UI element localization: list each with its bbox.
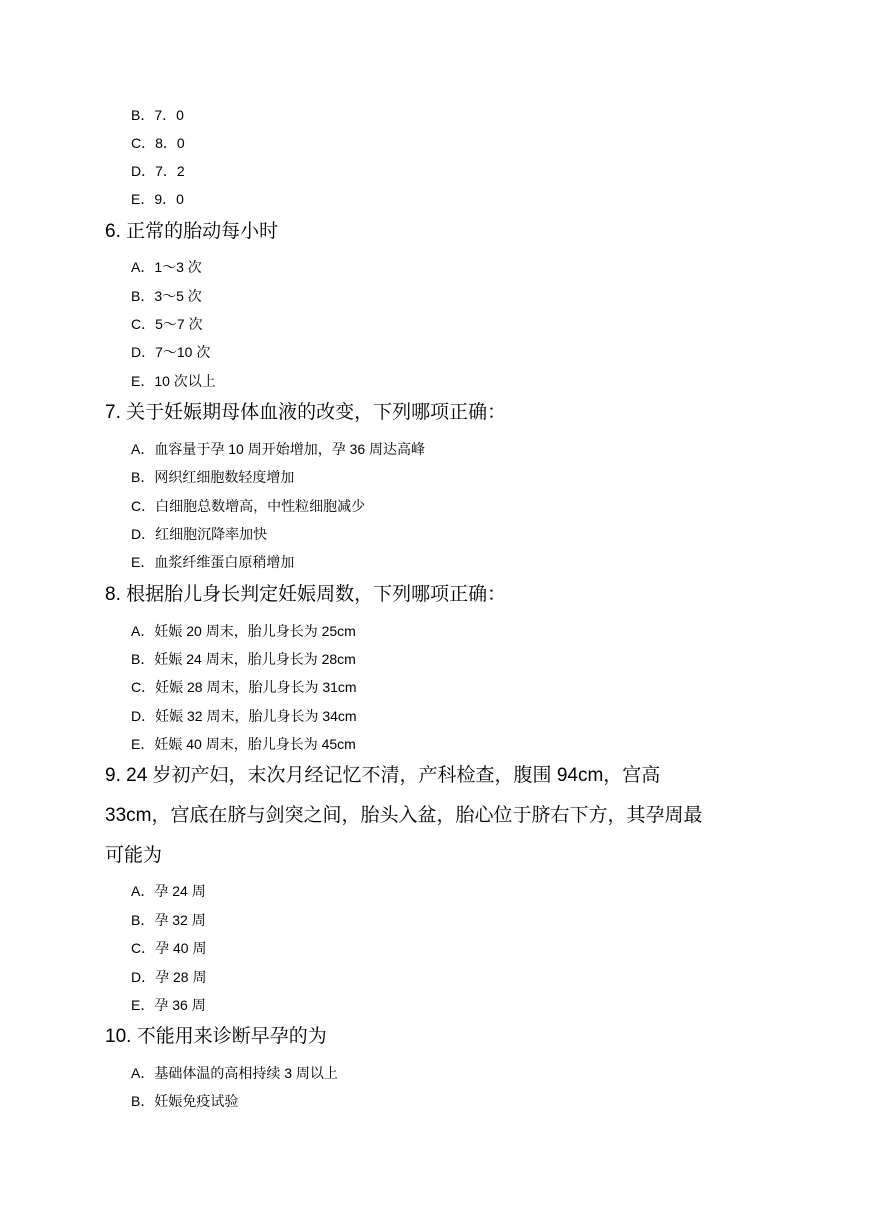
- q9-option-d: D．孕 28 周: [131, 969, 207, 985]
- q9-option-a: A．孕 24 周: [131, 883, 206, 899]
- q8-option-d: D．妊娠 32 周末，胎儿身长为 34cm: [131, 708, 357, 724]
- q7-option-b: B．网织红细胞数轻度增加: [131, 469, 295, 485]
- q5-option-e: E．9．0: [131, 191, 184, 207]
- question-9-line-3: 可能为: [105, 845, 163, 866]
- q9-option-b: B．孕 32 周: [131, 912, 206, 928]
- question-9-line-1: 9. 24 岁初产妇，末次月经记忆不清，产科检查，腹围 94cm，宫高: [105, 765, 661, 786]
- q10-option-b: B．妊娠免疫试验: [131, 1093, 239, 1109]
- q7-option-a: A．血容量于孕 10 周开始增加，孕 36 周达高峰: [131, 441, 426, 457]
- q5-option-d: D．7．2: [131, 163, 185, 179]
- q6-option-e: E．10 次以上: [131, 373, 216, 389]
- question-9-line-2: 33cm，宫底在脐与剑突之间，胎头入盆，胎心位于脐右下方，其孕周最: [105, 805, 703, 826]
- q7-option-e: E．血浆纤维蛋白原稍增加: [131, 554, 295, 570]
- q5-option-b: B．7．0: [131, 107, 184, 123]
- question-6: 6. 正常的胎动每小时: [105, 221, 279, 242]
- q9-option-c: C．孕 40 周: [131, 940, 207, 956]
- q7-option-c: C．白细胞总数增高，中性粒细胞减少: [131, 498, 366, 514]
- q6-option-b: B．3～5 次: [131, 288, 202, 304]
- q8-option-c: C．妊娠 28 周末，胎儿身长为 31cm: [131, 679, 357, 695]
- q8-option-a: A．妊娠 20 周末，胎儿身长为 25cm: [131, 623, 356, 639]
- q6-option-c: C．5～7 次: [131, 316, 203, 332]
- q8-option-e: E．妊娠 40 周末，胎儿身长为 45cm: [131, 736, 356, 752]
- q6-option-a: A．1～3 次: [131, 259, 202, 275]
- q5-option-c: C．8．0: [131, 135, 185, 151]
- question-8: 8. 根据胎儿身长判定妊娠周数，下列哪项正确：: [105, 584, 507, 605]
- q8-option-b: B．妊娠 24 周末，胎儿身长为 28cm: [131, 651, 356, 667]
- q10-option-a: A．基础体温的高相持续 3 周以上: [131, 1065, 338, 1081]
- q7-option-d: D．红细胞沉降率加快: [131, 526, 268, 542]
- q6-option-d: D．7～10 次: [131, 344, 211, 360]
- question-7: 7. 关于妊娠期母体血液的改变，下列哪项正确：: [105, 402, 507, 423]
- q9-option-e: E．孕 36 周: [131, 997, 206, 1013]
- question-10: 10. 不能用来诊断早孕的为: [105, 1026, 327, 1047]
